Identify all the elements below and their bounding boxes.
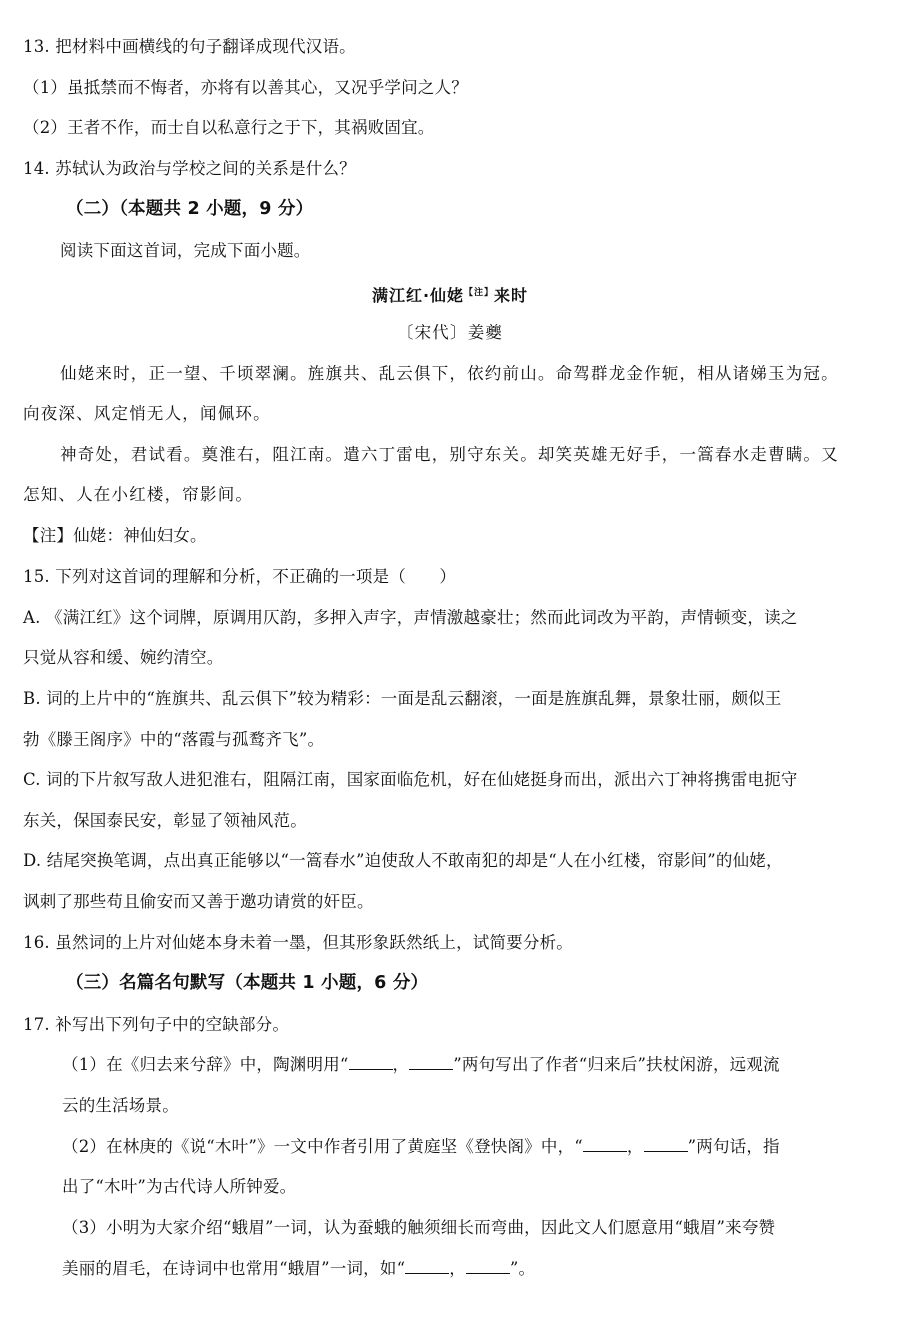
poem-line2: 向夜深、风定悄无人，闻佩环。 — [23, 404, 271, 423]
q15-stem: 15. 下列对这首词的理解和分析，不正确的一项是（ ） — [23, 567, 457, 586]
q15-option-a-line2: 只觉从容和缓、婉约清空。 — [23, 648, 224, 667]
q17-item3-line2 — [62, 1258, 900, 1280]
poem-author: 〔宋代〕姜夔 — [396, 323, 504, 342]
q17-item3-comma: ， — [449, 1259, 466, 1278]
section2-intro: 阅读下面这首词，完成下面小题。 — [60, 241, 311, 260]
q15-option-d-line2: 讽刺了那些苟且偷安而又善于邀功请赏的奸臣。 — [23, 892, 374, 911]
poem-note: 【注】仙姥：神仙妇女。 — [23, 526, 207, 545]
q17-stem: 17. 补写出下列句子中的空缺部分。 — [23, 1015, 290, 1034]
q15-option-c-line1: C. 词的下片叙写敌人进犯淮右，阻隔江南，国家面临危机，好在仙姥挺身而出，派出六丁神将携雷电扼守 — [23, 770, 798, 789]
q17-item2-comma: ， — [626, 1137, 644, 1156]
q15-option-a-line1: A. 《满江红》这个词牌，原调用仄韵，多押入声字，声情激越豪壮；然而此词改为平韵，声情顿变，读之 — [23, 608, 798, 627]
q17-item3-text-c: ”。 — [509, 1259, 536, 1278]
q17-item2-line2: 出了“木叶”为古代诗人所钟爱。 — [62, 1177, 297, 1196]
q17-item1-comma: ， — [392, 1055, 410, 1074]
poem-title-end: 来时 — [494, 286, 529, 305]
q14-stem: 14. 苏轼认为政治与学校之间的关系是什么？ — [23, 159, 356, 178]
q17-item3-blank2 — [466, 1259, 510, 1274]
q15-option-b-line1: B. 词的上片中的“旌旗共、乱云俱下”较为精彩：一面是乱云翻滚，一面是旌旗乱舞，景象壮丽，颇似王 — [23, 689, 782, 708]
q17-item1-blank1 — [349, 1055, 393, 1070]
q13-sub2: （2）王者不作，而士自以私意行之于下，其祸败固宜。 — [23, 118, 435, 137]
q17-item2-blank2 — [644, 1137, 688, 1152]
q16-stem: 16. 虽然词的上片对仙姥本身未着一墨，但其形象跃然纸上，试简要分析。 — [23, 933, 573, 952]
q15-option-c-line2: 东关，保国泰民安，彰显了领袖风范。 — [23, 811, 307, 830]
q17-item2-text-a: （2）在林庚的《说“木叶”》一文中作者引用了黄庭坚《登快阁》中，“ — [62, 1137, 583, 1156]
poem-line1: 仙姥来时，正一望、千顷翠澜。旌旗共、乱云俱下，依约前山。命驾群龙金作轭，相从诸娣玉为冠。 — [60, 364, 839, 383]
q17-item2-text-b: ”两句话，指 — [687, 1137, 780, 1156]
q17-item3-text-b: 美丽的眉毛，在诗词中也常用“蛾眉”一词，如“ — [62, 1259, 406, 1278]
q13-sub1: （1）虽抵禁而不悔者，亦将有以善其心，又况乎学问之人？ — [23, 78, 468, 97]
q17-item2-line1 — [62, 1136, 900, 1158]
poem-title-main: 满江红·仙姥 — [371, 286, 465, 305]
q17-item3-line1: （3）小明为大家介绍“蛾眉”一词，认为蚕蛾的触须细长而弯曲，因此文人们愿意用“蛾眉”来夸赞 — [62, 1218, 776, 1237]
section2-heading: （二）（本题共 2 小题，9 分） — [66, 199, 314, 219]
q17-item1-line2: 云的生活场景。 — [62, 1096, 179, 1115]
poem-line3: 神奇处，君试看。奠淮右，阻江南。遣六丁雷电，别守东关。却笑英雄无好手，一篙春水走曹瞒。又 — [60, 445, 839, 464]
poem-title-note: 【注】 — [464, 288, 495, 298]
poem-title — [0, 282, 900, 307]
q17-item1-text-b: ”两句写出了作者“归来后”扶杖闲游，远观流 — [453, 1055, 780, 1074]
q15-option-b-line2: 勃《滕王阁序》中的“落霞与孤鹜齐飞”。 — [23, 730, 325, 749]
q13-stem: 13. 把材料中画横线的句子翻译成现代汉语。 — [23, 37, 356, 56]
section3-heading: （三）名篇名句默写（本题共 1 小题，6 分） — [66, 973, 429, 993]
q17-item1-text-a: （1）在《归去来兮辞》中，陶渊明用“ — [62, 1055, 349, 1074]
poem-line4: 怎知、人在小红楼，帘影间。 — [23, 485, 254, 504]
q17-item1-line1 — [62, 1054, 900, 1076]
q17-item2-blank1 — [583, 1137, 627, 1152]
q17-item3-blank1 — [405, 1259, 449, 1274]
q15-option-d-line1: D. 结尾突换笔调，点出真正能够以“一篙春水”迫使敌人不敢南犯的却是“人在小红楼，帘影间”的仙姥， — [23, 851, 783, 870]
q17-item1-blank2 — [409, 1055, 453, 1070]
